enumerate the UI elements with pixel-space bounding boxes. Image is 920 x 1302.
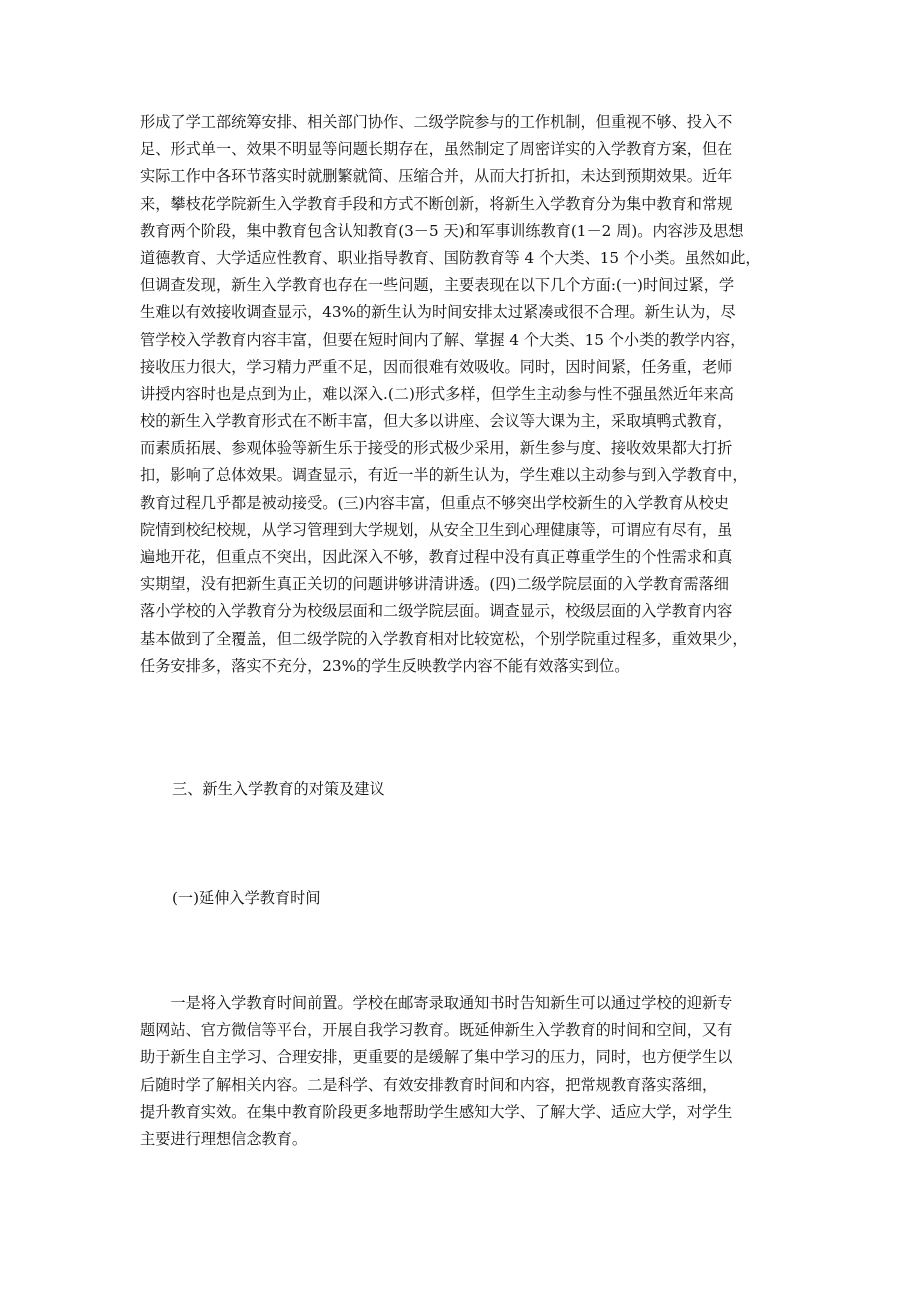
text-line: 校的新生入学教育形式在不断丰富，但大多以讲座、会议等大课为主，采取填鸭式教育， <box>140 412 733 431</box>
text-line: 遍地开花，但重点不突出，因此深入不够，教育过程中没有真正尊重学生的个性需求和真 <box>140 548 733 566</box>
text-line: 足、形式单一、效果不明显等问题长期存在，虽然制定了周密详实的入学教育方案，但在 <box>140 140 733 159</box>
text-line: 提升教育实效。在集中教育阶段更多地帮助学生感知大学、了解大学、适应大学，对学生 <box>140 1102 733 1121</box>
text-line: 院情到校纪校规，从学习管理到大学规划，从安全卫生到心理健康等，可谓应有尽有，虽 <box>140 520 733 539</box>
text-line: 一是将入学教育时间前置。学校在邮寄录取通知书时告知新生可以通过学校的迎新专 <box>140 994 733 1012</box>
text-line: 来，攀枝花学院新生入学教育手段和方式不断创新，将新生入学教育分为集中教育和常规 <box>140 194 733 213</box>
section-heading: 三、新生入学教育的对策及建议 <box>172 780 385 798</box>
text-line: 生难以有效接收调查显示，43%的新生认为时间安排太过紧凑或很不合理。新生认为，尽 <box>140 303 736 322</box>
text-line: 题网站、官方微信等平台，开展自我学习教育。既延伸新生入学教育的时间和空间，又有 <box>140 1021 733 1040</box>
text-line: 落小学校的入学教育分为校级层面和二级学院层面。调查显示，校级层面的入学教育内容 <box>140 602 733 621</box>
text-line: 后随时学了解相关内容。二是科学、有效安排教育时间和内容，把常规教育落实落细， <box>140 1075 718 1094</box>
text-line: 主要进行理想信念教育。 <box>140 1129 308 1148</box>
text-line: 任务安排多，落实不充分，23%的学生反映教学内容不能有效落实到位。 <box>140 656 630 675</box>
text-line: 而素质拓展、参观体验等新生乐于接受的形式极少采用，新生参与度、接收效果都大打折 <box>140 439 733 458</box>
text-line: 道德教育、大学适应性教育、职业指导教育、国防教育等 4 个大类、15 个小类。虽然如此， <box>140 248 761 267</box>
text-line: 基本做到了全覆盖，但二级学院的入学教育相对比较宽松，个别学院重过程多，重效果少， <box>140 629 748 648</box>
text-line: 实期望，没有把新生真正关切的问题讲够讲清讲透。(四)二级学院层面的入学教育需落细 <box>140 575 729 594</box>
text-line: 教育过程几乎都是被动接受。(三)内容丰富，但重点不够突出学校新生的入学教育从校史 <box>140 493 729 512</box>
text-line: 管学校入学教育内容丰富，但要在短时间内了解、掌握 4 个大类、15 个小类的教学内容， <box>140 330 746 349</box>
text-line: 形成了学工部统筹安排、相关部门协作、二级学院参与的工作机制，但重视不够、投入不 <box>140 113 733 131</box>
paragraph-extend-time <box>140 990 795 1153</box>
text-line: 扣，影响了总体效果。调查显示，有近一半的新生认为，学生难以主动参与到入学教育中， <box>140 466 748 485</box>
text-line: 教育两个阶段，集中教育包含认知教育(3－5 天)和军事训练教育(1－2 周)。内容涉及思想 <box>140 221 744 240</box>
text-line: 讲授内容时也是点到为止，难以深入.(二)形式多样，但学生主动参与性不强虽然近年来高 <box>140 384 734 403</box>
text-line: 助于新生自主学习、合理安排，更重要的是缓解了集中学习的压力，同时，也方便学生以 <box>140 1048 733 1067</box>
paragraph-problems <box>140 109 795 680</box>
subsection-heading: (一)延伸入学教育时间 <box>172 889 321 907</box>
text-line: 实际工作中各环节落实时就删繁就简、压缩合并，从而大打折扣，未达到预期效果。近年 <box>140 167 733 186</box>
text-line: 但调查发现，新生入学教育也存在一些问题，主要表现在以下几个方面:(一)时间过紧，学 <box>140 276 735 295</box>
text-line: 接收压力很大，学习精力严重不足，因而很难有效吸收。同时，因时间紧，任务重，老师 <box>140 357 733 376</box>
